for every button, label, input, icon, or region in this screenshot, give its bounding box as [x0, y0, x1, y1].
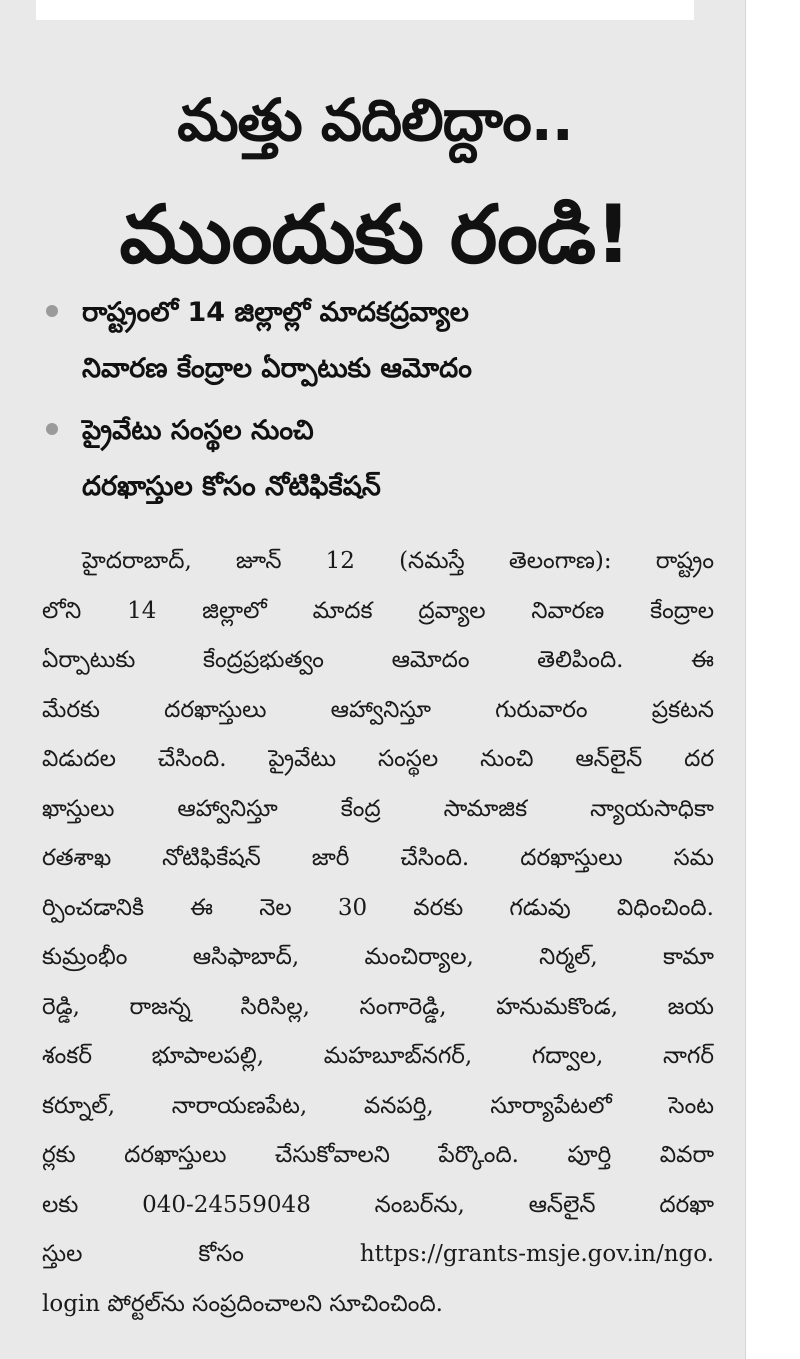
body-line: login పోర్టల్‌ను సంప్రదించాలని సూచించింది.: [42, 1290, 443, 1317]
body-line: హైదరాబాద్, జూన్ 12 (నమస్తే తెలంగాణ): రాష్ట్రం: [82, 548, 714, 574]
bullet-line: ప్రైవేటు సంస్థల నుంచి: [82, 415, 314, 446]
headline-line-1: మత్తు వదిలిద్దాం..: [177, 86, 573, 154]
body-line: లకు 040-24559048 నంబర్‌ను, ఆన్‌లైన్ దరఖా: [42, 1191, 714, 1218]
body-line: ఏర్పాటుకు కేంద్రప్రభుత్వం ఆమోదం తెలిపింది. ఈ: [42, 647, 714, 673]
body-line: కుమ్రంభీం ఆసిఫాబాద్, మంచిర్యాల, నిర్మల్, కామా: [42, 944, 714, 970]
article-body: [42, 537, 714, 1329]
body-line: ర్పించడానికి ఈ నెల 30 వరకు గడువు విధించింది.: [42, 894, 714, 921]
headline-line-2: ముందుకు రండి!: [119, 188, 631, 281]
body-line: లోని 14 జిల్లాలో మాదక ద్రవ్యాల నివారణ కేంద్రాల: [42, 597, 714, 624]
bullet-item: [40, 285, 730, 397]
bullet-item: [40, 403, 730, 515]
top-white-strip: [36, 0, 694, 20]
body-line: మేరకు దరఖాస్తులు ఆహ్వానిస్తూ గురువారం ప్రకటన: [42, 696, 714, 723]
body-line: రతశాఖ నోటిఫికేషన్ జారీ చేసింది. దరఖాస్తులు సమ: [42, 845, 714, 871]
body-line: శంకర్ భూపాలపల్లి, మహబూబ్‌నగర్, గద్వాల, నాగర్: [42, 1043, 714, 1069]
body-line: విడుదల చేసింది. ప్రైవేటు సంస్థల నుంచి ఆన్‌లైన్ దర: [42, 746, 714, 772]
subheadline-bullets: [40, 285, 730, 521]
body-line: ఖాస్తులు ఆహ్వానిస్తూ కేంద్ర సామాజిక న్యాయసాధికా: [42, 795, 714, 822]
bullet-dot-icon: [46, 423, 58, 435]
body-line: రెడ్డి, రాజన్న సిరిసిల్ల, సంగారెడ్డి, హనుమకొండ, జయ: [42, 993, 714, 1020]
bullet-dot-icon: [46, 305, 58, 317]
bullet-line: రాష్ట్రంలో 14 జిల్లాల్లో మాదకద్రవ్యాల: [82, 297, 469, 328]
body-line: స్తుల కోసం https://grants-msje.gov.in/ngo.: [42, 1241, 714, 1267]
body-line: కర్నూల్, నారాయణపేట, వనపర్తి, సూర్యాపేటలో సెంట: [42, 1092, 714, 1119]
bullet-line: నివారణ కేంద్రాల ఏర్పాటుకు ఆమోదం: [82, 353, 472, 384]
bullet-line: దరఖాస్తుల కోసం నోటిఫికేషన్: [82, 471, 381, 502]
body-line: ర్లకు దరఖాస్తులు చేసుకోవాలని పేర్కొంది. పూర్తి వివరా: [42, 1142, 714, 1168]
